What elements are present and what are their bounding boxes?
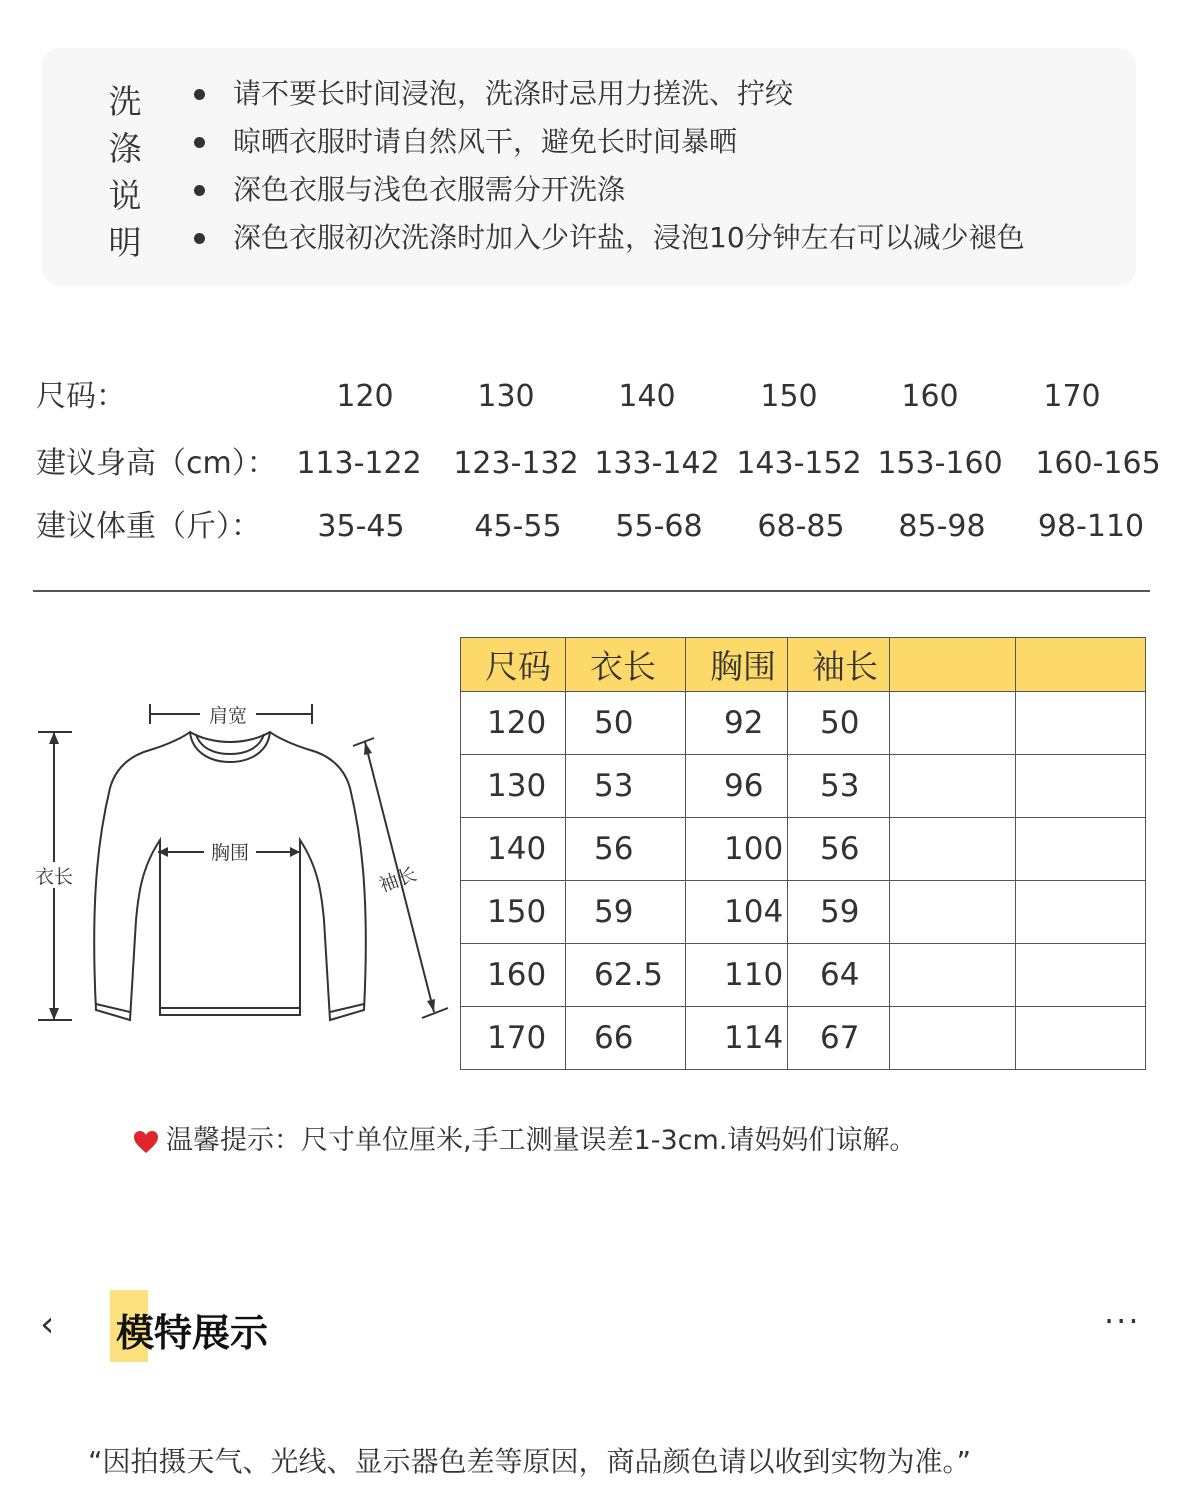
- nav-bar: [0, 1290, 1177, 1370]
- bullet-icon: [194, 185, 205, 196]
- size-value: 170: [1043, 379, 1101, 414]
- shoulder-label: 肩宽: [208, 705, 248, 727]
- table-cell: [1016, 944, 1146, 1007]
- table-cell: 53: [566, 755, 686, 818]
- shirt-outline: [94, 732, 366, 1020]
- back-icon[interactable]: ‹: [40, 1304, 55, 1345]
- table-cell: 170: [461, 1007, 566, 1070]
- care-title-char: 明: [108, 223, 142, 262]
- size-row: [0, 372, 1177, 422]
- weight-value: 55-68: [615, 509, 703, 544]
- table-header: [890, 638, 1016, 692]
- care-title: [102, 78, 148, 266]
- bullet-icon: [194, 89, 205, 100]
- weight-label: 建议体重（斤）：: [36, 509, 261, 544]
- weight-value: 68-85: [757, 509, 845, 544]
- table-cell: [1016, 1007, 1146, 1070]
- table-cell: 130: [461, 755, 566, 818]
- size-value: 150: [760, 379, 818, 414]
- tip-text: 温馨提示：尺寸单位厘米,手工测量误差1-3cm.请妈妈们谅解。: [166, 1125, 917, 1156]
- care-item: 深色衣服与浅色衣服需分开洗涤: [190, 166, 1025, 214]
- table-cell: [1016, 881, 1146, 944]
- table-cell: [890, 944, 1016, 1007]
- table-cell: 150: [461, 881, 566, 944]
- table-cell: 66: [566, 1007, 686, 1070]
- height-label: 建议身高（cm）：: [36, 446, 277, 481]
- shirt-collar: [190, 732, 270, 762]
- table-row: [461, 944, 1146, 1007]
- table-row: [461, 818, 1146, 881]
- bullet-icon: [194, 137, 205, 148]
- table-cell: [890, 818, 1016, 881]
- height-row: [0, 439, 1177, 489]
- table-cell: 67: [788, 1007, 890, 1070]
- color-disclaimer: “因拍摄天气、光线、显示器色差等原因，商品颜色请以收到实物为准。”: [88, 1445, 972, 1478]
- table-header: 尺码: [461, 638, 566, 692]
- table-cell: 140: [461, 818, 566, 881]
- more-icon[interactable]: ···: [1104, 1302, 1141, 1340]
- table-cell: 110: [686, 944, 788, 1007]
- table-cell: [890, 692, 1016, 755]
- heart-icon: [132, 1129, 160, 1155]
- care-title-char: 洗: [108, 82, 142, 121]
- height-value: 153-160: [877, 446, 1003, 481]
- table-cell: 120: [461, 692, 566, 755]
- weight-value: 45-55: [474, 509, 562, 544]
- care-item: 请不要长时间浸泡，洗涤时忌用力搓洗、拧绞: [190, 70, 1025, 118]
- care-list: [190, 70, 1025, 262]
- size-value: 160: [901, 379, 959, 414]
- care-item: 晾晒衣服时请自然风干，避免长时间暴晒: [190, 118, 1025, 166]
- care-title-char: 说: [108, 176, 142, 215]
- height-value: 133-142: [594, 446, 720, 481]
- table-row: [461, 881, 1146, 944]
- length-label: 衣长: [34, 866, 74, 888]
- table-cell: 92: [686, 692, 788, 755]
- table-row: [461, 755, 1146, 818]
- table-header: 衣长: [566, 638, 686, 692]
- height-value: 123-132: [453, 446, 579, 481]
- table-cell: [890, 755, 1016, 818]
- size-label: 尺码：: [36, 379, 126, 414]
- table-cell: 160: [461, 944, 566, 1007]
- table-cell: 53: [788, 755, 890, 818]
- chest-label: 胸围: [210, 842, 250, 864]
- table-cell: [890, 881, 1016, 944]
- table-cell: 56: [788, 818, 890, 881]
- table-header-row: [461, 638, 1146, 692]
- weight-value: 85-98: [898, 509, 986, 544]
- size-value: 140: [618, 379, 676, 414]
- table-cell: [1016, 692, 1146, 755]
- size-table: [460, 637, 1146, 1070]
- care-item: 深色衣服初次洗涤时加入少许盐，浸泡10分钟左右可以减少褪色: [190, 214, 1025, 262]
- height-value: 113-122: [296, 446, 422, 481]
- table-cell: [890, 1007, 1016, 1070]
- weight-value: 35-45: [317, 509, 405, 544]
- shirt-diagram: [20, 690, 460, 1040]
- table-header: [1016, 638, 1146, 692]
- height-value: 143-152: [736, 446, 862, 481]
- table-cell: [1016, 755, 1146, 818]
- tip: [132, 1118, 916, 1157]
- table-header: 胸围: [686, 638, 788, 692]
- table-cell: 56: [566, 818, 686, 881]
- page-title: 模特展示: [116, 1311, 269, 1355]
- table-cell: 50: [566, 692, 686, 755]
- table-cell: [1016, 818, 1146, 881]
- table-cell: 104: [686, 881, 788, 944]
- table-cell: 62.5: [566, 944, 686, 1007]
- table-cell: 64: [788, 944, 890, 1007]
- height-value: 160-165: [1035, 446, 1161, 481]
- table-cell: 114: [686, 1007, 788, 1070]
- table-row: [461, 1007, 1146, 1070]
- table-row: [461, 692, 1146, 755]
- weight-row: [0, 502, 1177, 552]
- table-cell: 59: [788, 881, 890, 944]
- table-cell: 100: [686, 818, 788, 881]
- table-header: 袖长: [788, 638, 890, 692]
- size-value: 130: [477, 379, 535, 414]
- table-cell: 96: [686, 755, 788, 818]
- bullet-icon: [194, 233, 205, 244]
- table-cell: 50: [788, 692, 890, 755]
- table-cell: 59: [566, 881, 686, 944]
- section-divider: [33, 590, 1150, 592]
- care-title-char: 涤: [108, 129, 142, 168]
- size-value: 120: [336, 379, 394, 414]
- weight-value: 98-110: [1037, 509, 1145, 544]
- sleeve-label: 袖长: [376, 863, 420, 897]
- heart-shape: [134, 1131, 158, 1153]
